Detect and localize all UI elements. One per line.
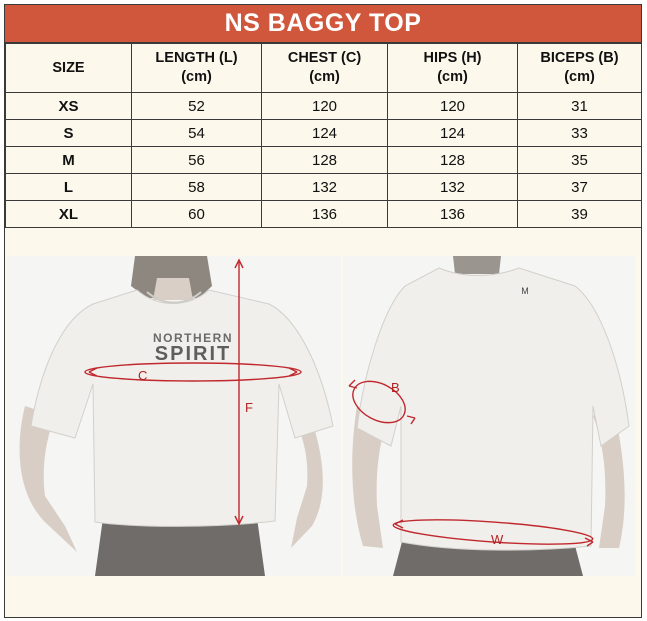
- logo-text-spirit: SPIRIT: [154, 343, 232, 365]
- width-label: W: [491, 532, 504, 547]
- svg-text:M: M: [521, 286, 529, 296]
- chest-label: C: [138, 368, 148, 383]
- biceps-cell: 31: [518, 93, 642, 120]
- hips-cell: 136: [388, 201, 518, 228]
- length-cell: 56: [132, 147, 262, 174]
- biceps-cell: 37: [518, 174, 642, 201]
- length-cell: 60: [132, 201, 262, 228]
- header-size: SIZE: [6, 44, 132, 93]
- hips-cell: 132: [388, 174, 518, 201]
- table-row: [6, 93, 642, 120]
- chest-cell: 120: [262, 93, 388, 120]
- table-row: [6, 174, 642, 201]
- back-view-photo: [343, 256, 635, 576]
- front-view-photo: [7, 256, 341, 576]
- table-row: [6, 147, 642, 174]
- biceps-label: B: [391, 380, 400, 395]
- header-chest: CHEST (C) (cm): [262, 44, 388, 93]
- hips-cell: 124: [388, 120, 518, 147]
- size-table: [5, 43, 642, 228]
- hips-cell: 120: [388, 93, 518, 120]
- chart-title: NS BAGGY TOP: [5, 5, 641, 43]
- table-header-row: [6, 44, 642, 93]
- chest-cell: 136: [262, 201, 388, 228]
- size-cell: XS: [6, 93, 132, 120]
- chest-cell: 124: [262, 120, 388, 147]
- size-cell: L: [6, 174, 132, 201]
- header-length: LENGTH (L) (cm): [132, 44, 262, 93]
- header-hips: HIPS (H) (cm): [388, 44, 518, 93]
- hips-cell: 128: [388, 147, 518, 174]
- biceps-cell: 39: [518, 201, 642, 228]
- length-cell: 58: [132, 174, 262, 201]
- measurement-photos: [7, 256, 635, 576]
- size-cell: M: [6, 147, 132, 174]
- biceps-cell: 35: [518, 147, 642, 174]
- length-cell: 54: [132, 120, 262, 147]
- length-cell: 52: [132, 93, 262, 120]
- logo-text-northern: NORTHERN: [153, 331, 233, 345]
- size-cell: S: [6, 120, 132, 147]
- table-row: [6, 120, 642, 147]
- chest-cell: 128: [262, 147, 388, 174]
- length-label: F: [245, 400, 253, 415]
- header-biceps: BICEPS (B) (cm): [518, 44, 642, 93]
- table-row: [6, 201, 642, 228]
- biceps-cell: 33: [518, 120, 642, 147]
- size-cell: XL: [6, 201, 132, 228]
- chest-cell: 132: [262, 174, 388, 201]
